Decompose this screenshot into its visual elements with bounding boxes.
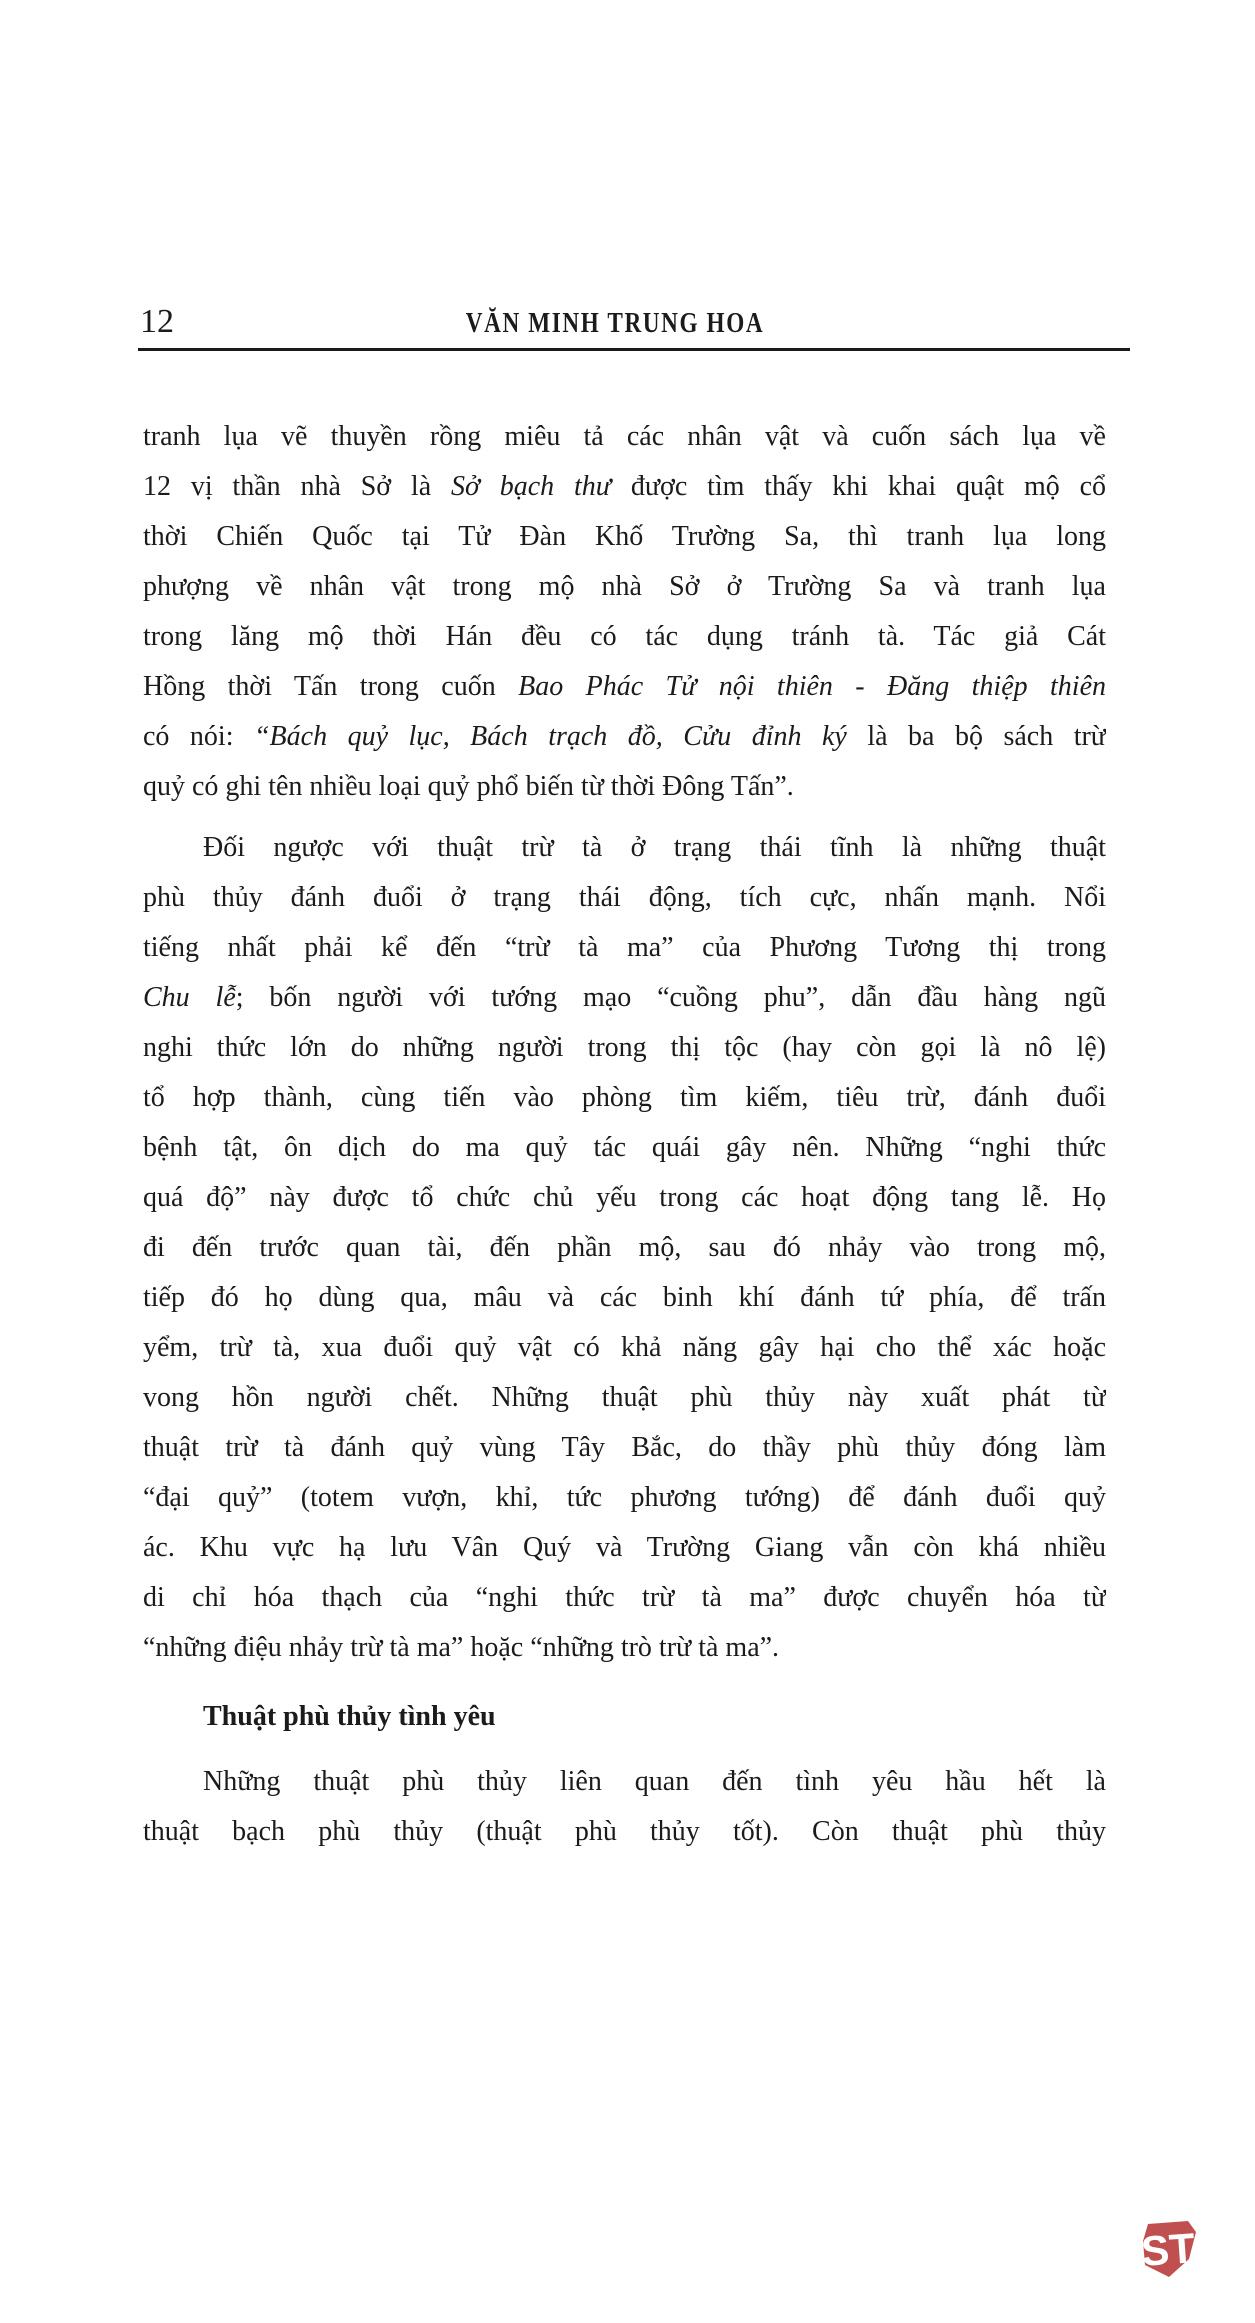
text-segment: Những thuật phù thủy liên quan đến tình yêu hầu hết là <box>203 1766 1106 1797</box>
text-line <box>143 1073 1106 1123</box>
text-line <box>143 1623 1106 1673</box>
text-line <box>143 712 1106 762</box>
page-number: 12 <box>140 303 174 340</box>
text-segment: Hồng thời Tấn trong cuốn <box>143 671 519 702</box>
text-line <box>143 762 1106 812</box>
text-line <box>143 923 1106 973</box>
text-line <box>143 1373 1106 1423</box>
text-segment: vong hồn người chết. Những thuật phù thủy này xuất phát từ <box>143 1382 1106 1413</box>
running-title: VĂN MINH TRUNG HOA <box>465 307 765 339</box>
text-line <box>143 1807 1106 1857</box>
logo-text: ST <box>1139 2224 1197 2275</box>
text-segment: “đại quỷ” (totem vượn, khỉ, tức phương tướng) để đánh đuổi quỷ <box>143 1482 1106 1513</box>
text-segment: thời Chiến Quốc tại Tử Đàn Khố Trường Sa, thì tranh lụa long <box>143 521 1106 552</box>
text-segment: trong lăng mộ thời Hán đều có tác dụng tránh tà. Tác giả Cát <box>143 621 1106 652</box>
text-line <box>143 1323 1106 1373</box>
article <box>143 412 1106 1857</box>
text-line <box>143 662 1106 712</box>
italic-text-segment: Sở bạch thư <box>450 471 612 502</box>
text-segment: quá độ” này được tổ chức chủ yếu trong các hoạt động tang lễ. Họ <box>143 1182 1106 1213</box>
text-line <box>143 412 1106 462</box>
text-segment: đi đến trước quan tài, đến phần mộ, sau đó nhảy vào trong mộ, <box>143 1232 1106 1263</box>
text-line <box>143 562 1106 612</box>
text-segment: tranh lụa vẽ thuyền rồng miêu tả các nhân vật và cuốn sách lụa về <box>143 421 1106 452</box>
text-line <box>143 512 1106 562</box>
text-line <box>143 973 1106 1023</box>
italic-text-segment: “Bách quỷ lục, Bách trạch đồ, Cửu đỉnh ký <box>253 721 847 752</box>
text-line <box>143 873 1106 923</box>
text-line <box>143 1223 1106 1273</box>
text-segment: phượng về nhân vật trong mộ nhà Sở ở Trường Sa và tranh lụa <box>143 571 1106 602</box>
text-segment: tiếp đó họ dùng qua, mâu và các binh khí đánh tứ phía, để trấn <box>143 1282 1106 1313</box>
paragraph <box>143 412 1106 812</box>
publisher-logo <box>1137 2219 1199 2279</box>
text-segment: tiếng nhất phải kể đến “trừ tà ma” của Phương Tương thị trong <box>143 932 1106 963</box>
italic-text-segment: Bao Phác Tử nội thiên - Đăng thiệp thiên <box>518 671 1106 702</box>
text-segment: yểm, trừ tà, xua đuổi quỷ vật có khả năng gây hại cho thể xác hoặc <box>143 1332 1106 1363</box>
text-segment: thuật bạch phù thủy (thuật phù thủy tốt). Còn thuật phù thủy <box>143 1816 1106 1847</box>
text-segment: tổ hợp thành, cùng tiến vào phòng tìm kiếm, tiêu trừ, đánh đuổi <box>143 1082 1106 1113</box>
publisher-logo-icon <box>1137 2219 1199 2279</box>
paragraph <box>143 823 1106 1673</box>
text-segment: có nói: <box>143 721 254 752</box>
text-line <box>143 462 1106 512</box>
page-header <box>138 294 1130 351</box>
text-segment: ; bốn người với tướng mạo “cuồng phu”, dẫn đầu hàng ngũ <box>235 982 1106 1013</box>
text-segment: 12 vị thần nhà Sở là <box>143 471 451 502</box>
text-segment: quỷ có ghi tên nhiều loại quỷ phổ biến từ thời Đông Tấn”. <box>143 771 794 802</box>
text-line <box>143 1273 1106 1323</box>
text-segment: phù thủy đánh đuổi ở trạng thái động, tích cực, nhấn mạnh. Nổi <box>143 882 1106 913</box>
text-segment: Đối ngược với thuật trừ tà ở trạng thái tĩnh là những thuật <box>203 832 1106 863</box>
text-segment: di chỉ hóa thạch của “nghi thức trừ tà ma” được chuyển hóa từ <box>143 1582 1106 1613</box>
text-line <box>143 612 1106 662</box>
text-line <box>143 1423 1106 1473</box>
text-segment: bệnh tật, ôn dịch do ma quỷ tác quái gây nên. Những “nghi thức <box>143 1132 1106 1163</box>
text-segment: ác. Khu vực hạ lưu Vân Quý và Trường Giang vẫn còn khá nhiều <box>143 1532 1106 1563</box>
text-line <box>143 1473 1106 1523</box>
text-line <box>143 1123 1106 1173</box>
text-line <box>143 1757 1106 1807</box>
text-line <box>143 823 1106 873</box>
paragraph <box>143 1757 1106 1857</box>
text-line <box>143 1173 1106 1223</box>
text-segment: nghi thức lớn do những người trong thị tộc (hay còn gọi là nô lệ) <box>143 1032 1106 1063</box>
text-segment: được tìm thấy khi khai quật mộ cổ <box>611 471 1106 502</box>
text-line <box>143 1523 1106 1573</box>
text-segment: là ba bộ sách trừ <box>846 721 1106 752</box>
text-line <box>143 1573 1106 1623</box>
section-heading: Thuật phù thủy tình yêu <box>203 1701 496 1732</box>
text-segment: thuật trừ tà đánh quỷ vùng Tây Bắc, do thầy phù thủy đóng làm <box>143 1432 1106 1463</box>
text-segment: “những điệu nhảy trừ tà ma” hoặc “những trò trừ tà ma”. <box>143 1632 780 1663</box>
text-line <box>143 1023 1106 1073</box>
italic-text-segment: Chu lễ <box>143 982 236 1013</box>
